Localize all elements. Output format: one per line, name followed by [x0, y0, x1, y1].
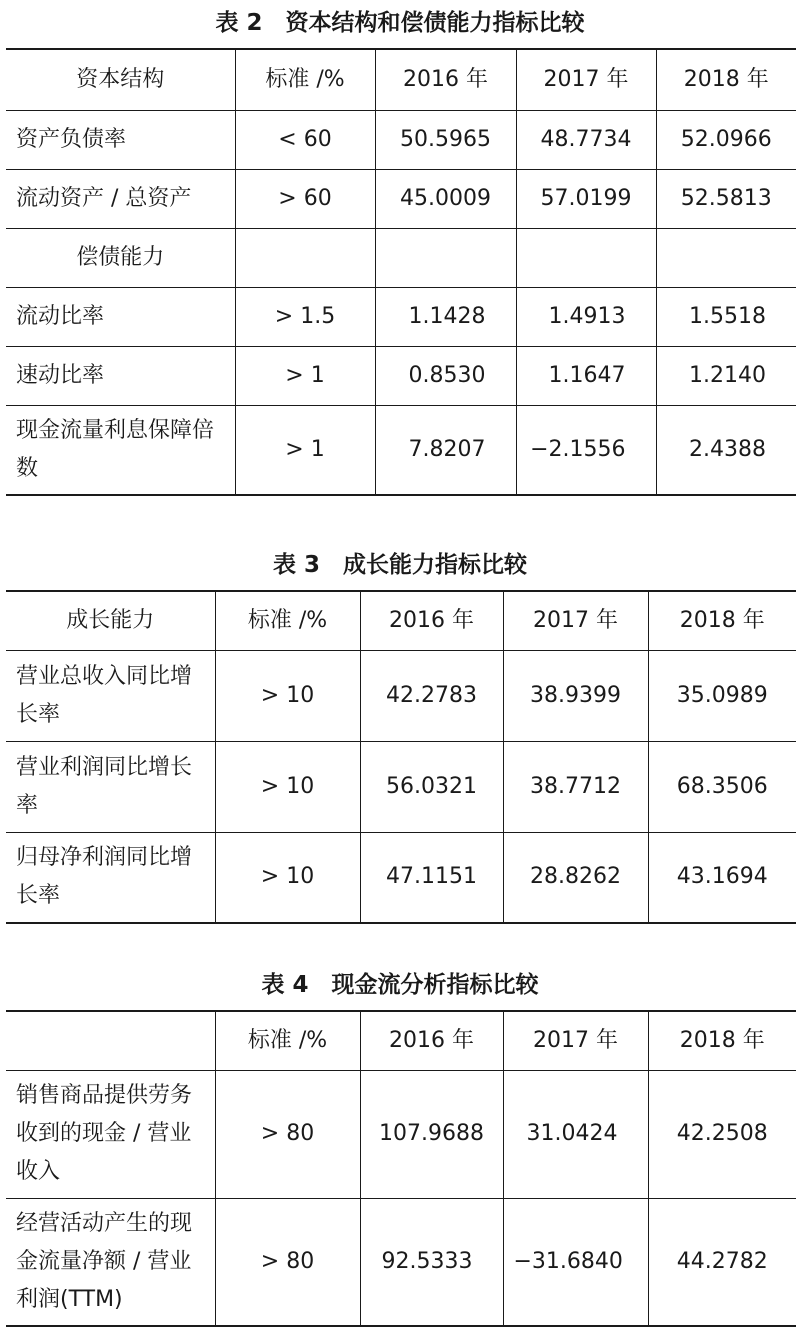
- value-cell: 48.7734: [516, 110, 656, 169]
- table2: [6, 48, 796, 496]
- value-cell: 68.3506: [648, 741, 796, 832]
- header-cell: 成长能力: [6, 591, 215, 650]
- table-row: [6, 287, 796, 346]
- value-cell: 45.0009: [375, 169, 516, 228]
- value-cell: −2.1556: [516, 405, 656, 495]
- header-cell: 2016 年: [360, 591, 503, 650]
- value-cell: 28.8262: [503, 832, 648, 923]
- table-row: [6, 1198, 796, 1326]
- header-cell: 2017 年: [516, 49, 656, 110]
- standard-cell: > 10: [215, 832, 360, 923]
- table4: [6, 1010, 796, 1327]
- value-cell: 38.7712: [503, 741, 648, 832]
- table-row: [6, 169, 796, 228]
- row-label: 现金流量利息保障倍数: [6, 405, 235, 495]
- value-cell: 2.4388: [656, 405, 796, 495]
- value-cell: 31.0424: [503, 1070, 648, 1198]
- header-cell: 2018 年: [656, 49, 796, 110]
- header-cell: 2017 年: [503, 591, 648, 650]
- value-cell: 107.9688: [360, 1070, 503, 1198]
- standard-cell: > 80: [215, 1198, 360, 1326]
- row-label: 销售商品提供劳务收到的现金 / 营业收入: [6, 1070, 215, 1198]
- standard-cell: > 60: [235, 169, 375, 228]
- standard-cell: > 10: [215, 650, 360, 741]
- table-row: [6, 405, 796, 495]
- value-cell: 52.5813: [656, 169, 796, 228]
- row-label: 流动资产 / 总资产: [6, 169, 235, 228]
- empty-cell: [656, 228, 796, 287]
- value-cell: 7.8207: [375, 405, 516, 495]
- table3: [6, 590, 796, 924]
- table2-caption: 表 2 资本结构和偿债能力指标比较: [215, 10, 585, 36]
- value-cell: −31.6840: [503, 1198, 648, 1326]
- header-cell: 2017 年: [503, 1011, 648, 1070]
- value-cell: 1.1647: [516, 346, 656, 405]
- table-row: [6, 1070, 796, 1198]
- table-header-row: [6, 1011, 796, 1070]
- standard-cell: > 1: [235, 405, 375, 495]
- value-cell: 38.9399: [503, 650, 648, 741]
- table-row: [6, 832, 796, 923]
- standard-cell: > 1.5: [235, 287, 375, 346]
- table-row: [6, 110, 796, 169]
- standard-cell: > 1: [235, 346, 375, 405]
- empty-cell: [375, 228, 516, 287]
- value-cell: 42.2783: [360, 650, 503, 741]
- standard-cell: < 60: [235, 110, 375, 169]
- section-label: 偿债能力: [6, 228, 235, 287]
- header-cell: 资本结构: [6, 49, 235, 110]
- table-header-row: [6, 591, 796, 650]
- header-cell: 2016 年: [375, 49, 516, 110]
- value-cell: 44.2782: [648, 1198, 796, 1326]
- standard-cell: > 80: [215, 1070, 360, 1198]
- table3-caption: 表 3 成长能力指标比较: [272, 552, 527, 578]
- header-cell: 标准 /%: [215, 1011, 360, 1070]
- header-cell: 标准 /%: [235, 49, 375, 110]
- row-label: 营业总收入同比增长率: [6, 650, 215, 741]
- table-header-row: [6, 49, 796, 110]
- empty-cell: [235, 228, 375, 287]
- value-cell: 42.2508: [648, 1070, 796, 1198]
- empty-cell: [516, 228, 656, 287]
- header-cell: [6, 1011, 215, 1070]
- table-section-row: [6, 228, 796, 287]
- table-row: [6, 650, 796, 741]
- table-row: [6, 741, 796, 832]
- value-cell: 50.5965: [375, 110, 516, 169]
- value-cell: 92.5333: [360, 1198, 503, 1326]
- header-cell: 2018 年: [648, 591, 796, 650]
- row-label: 归母净利润同比增长率: [6, 832, 215, 923]
- value-cell: 1.2140: [656, 346, 796, 405]
- value-cell: 57.0199: [516, 169, 656, 228]
- header-cell: 2018 年: [648, 1011, 796, 1070]
- value-cell: 47.1151: [360, 832, 503, 923]
- row-label: 经营活动产生的现金流量净额 / 营业利润(TTM): [6, 1198, 215, 1326]
- row-label: 速动比率: [6, 346, 235, 405]
- value-cell: 52.0966: [656, 110, 796, 169]
- value-cell: 1.1428: [375, 287, 516, 346]
- row-label: 资产负债率: [6, 110, 235, 169]
- value-cell: 43.1694: [648, 832, 796, 923]
- value-cell: 1.5518: [656, 287, 796, 346]
- table4-caption: 表 4 现金流分析指标比较: [261, 972, 539, 998]
- row-label: 流动比率: [6, 287, 235, 346]
- value-cell: 56.0321: [360, 741, 503, 832]
- row-label: 营业利润同比增长率: [6, 741, 215, 832]
- standard-cell: > 10: [215, 741, 360, 832]
- table-row: [6, 346, 796, 405]
- header-cell: 2016 年: [360, 1011, 503, 1070]
- value-cell: 1.4913: [516, 287, 656, 346]
- value-cell: 0.8530: [375, 346, 516, 405]
- header-cell: 标准 /%: [215, 591, 360, 650]
- value-cell: 35.0989: [648, 650, 796, 741]
